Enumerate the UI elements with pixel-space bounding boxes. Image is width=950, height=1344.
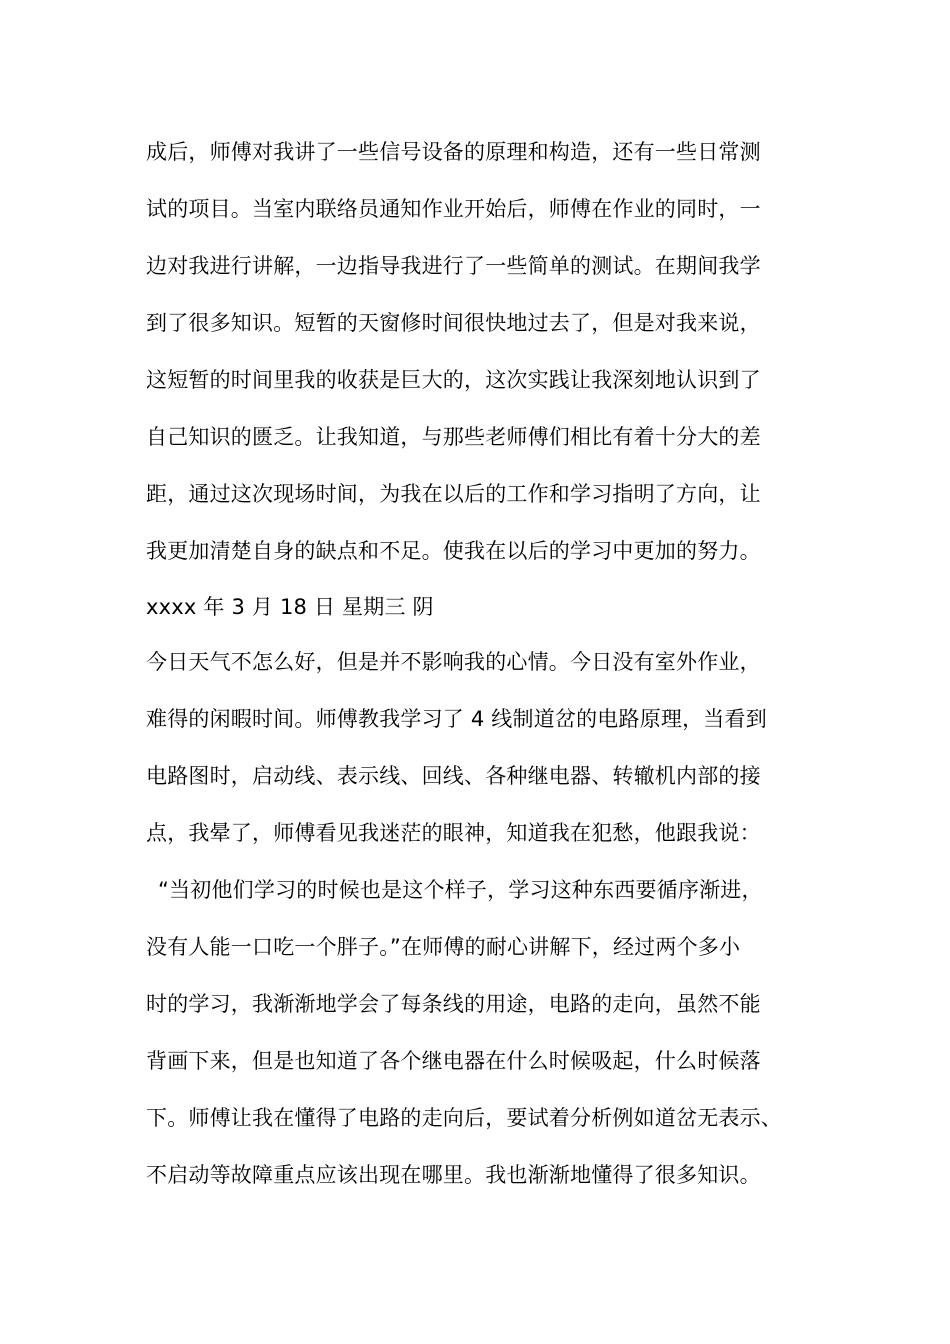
- text-line: 没有人能一口吃一个胖子。”在师傅的耐心讲解下，经过两个多小: [146, 935, 741, 959]
- text-line: 背画下来，但是也知道了各个继电器在什么时候吸起，什么时候落: [146, 1049, 761, 1073]
- text-line: 电路图时，启动线、表示线、回线、各种继电器、转辙机内部的接: [146, 764, 761, 788]
- paragraph-previous-continuation: [146, 124, 826, 580]
- text-line: 这短暂的时间里我的收获是巨大的，这次实践让我深刻地认识到了: [146, 368, 761, 392]
- text-line: 下。师傅让我在懂得了电路的走向后，要试着分析例如道岔无表示、: [146, 1106, 782, 1130]
- text-line: 距，通过这次现场时间，为我在以后的工作和学习指明了方向，让: [146, 482, 761, 506]
- document-body: [146, 124, 826, 1204]
- text-line: 成后，师傅对我讲了一些信号设备的原理和构造，还有一些日常测: [146, 140, 761, 164]
- text-line: 时的学习，我渐渐地学会了每条线的用途，电路的走向，虽然不能: [146, 992, 761, 1016]
- text-line: 难得的闲暇时间。师傅教我学习了 4 线制道岔的电路原理，当看到: [146, 707, 767, 731]
- text-line: 点，我晕了，师傅看见我迷茫的眼神，知道我在犯愁，他跟我说：: [146, 821, 761, 845]
- text-line: 到了很多知识。短暂的天窗修时间很快地过去了，但是对我来说，: [146, 311, 761, 335]
- text-line: 今日天气不怎么好，但是并不影响我的心情。今日没有室外作业，: [146, 650, 761, 674]
- text-line: 不启动等故障重点应该出现在哪里。我也渐渐地懂得了很多知识。: [146, 1163, 761, 1187]
- text-line: “当初他们学习的时候也是这个样子，学习这种东西要循序渐进，: [158, 878, 763, 902]
- diary-entry-date: xxxx 年 3 月 18 日 星期三 阴: [146, 595, 434, 619]
- text-line: 试的项目。当室内联络员通知作业开始后，师傅在作业的同时，一: [146, 197, 761, 221]
- paragraph-diary-entry: [146, 634, 826, 1204]
- text-line: 我更加清楚自身的缺点和不足。使我在以后的学习中更加的努力。: [146, 539, 761, 563]
- text-line: 边对我进行讲解，一边指导我进行了一些简单的测试。在期间我学: [146, 254, 761, 278]
- text-line: 自己知识的匮乏。让我知道，与那些老师傅们相比有着十分大的差: [146, 425, 761, 449]
